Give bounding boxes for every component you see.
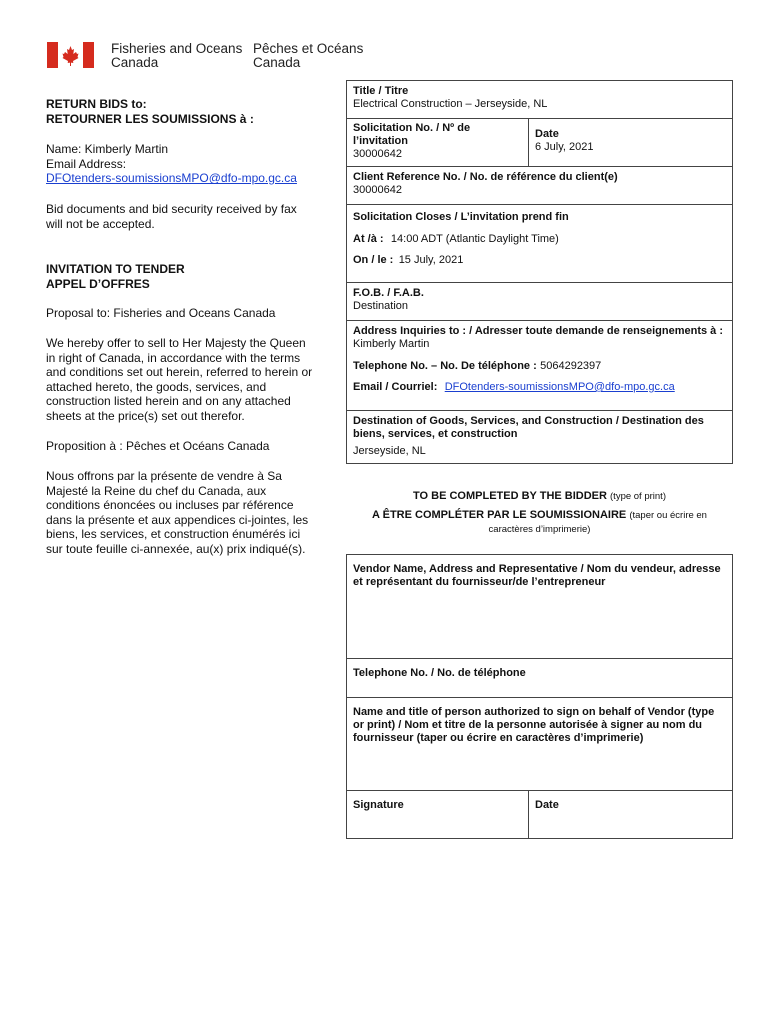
signature-cell[interactable] [347, 791, 529, 839]
title-value: Electrical Construction – Jerseyside, NL [353, 98, 548, 110]
vendor-telephone-label: Telephone No. / No. de téléphone [353, 667, 526, 679]
at-value: 14:00 ADT (Atlantic Daylight Time) [390, 233, 559, 245]
bidder-instruction-en [346, 488, 733, 505]
bidder-instruction-fr [346, 507, 733, 524]
fob-row [347, 282, 732, 320]
title-row [347, 81, 732, 118]
bidder-instruction-en-note: (type of print) [610, 491, 666, 502]
bidder-instruction-en-text: TO BE COMPLETED BY THE BIDDER [413, 490, 607, 502]
phone-label: Telephone No. – No. De téléphone : [353, 360, 537, 372]
client-reference-row [347, 166, 732, 204]
offer-text-fr: Nous offrons par la présente de vendre à Sa Majesté la Reine du chef du Canada, aux conditions énoncées ou incluses par référence dans la présente et aux appendices ci-jointes, les biens, les services, et construction énumérés ici sur toute feuille ci-annexée, au(x) prix indiqué(s). [46, 469, 309, 556]
email-link[interactable]: DFOtenders-soumissionsMPO@dfo-mpo.gc.ca [46, 171, 297, 186]
authorized-person-row[interactable] [347, 697, 732, 790]
solicitation-label: Solicitation No. / Nº de l’invitation [353, 122, 471, 147]
department-name-en: Fisheries and Oceans Canada [111, 41, 243, 70]
at-label: At /à : [353, 233, 384, 245]
date-cell [529, 119, 732, 166]
offer-text-en: We hereby offer to sell to Her Majesty the Queen in right of Canada, in accordance with the terms and conditions set out herein, referred to herein or attached hereto, the goods, services, and construction listed herein and on any attached sheets at the price(s) set out therefor. [46, 336, 313, 423]
closing-date [353, 253, 726, 267]
destination-value: Jerseyside, NL [353, 445, 426, 457]
fob-label: F.O.B. / F.A.B. [353, 287, 424, 299]
return-bids-heading-en: RETURN BIDS to: [46, 97, 147, 111]
inquiries-email [353, 380, 726, 394]
bidder-instruction-fr-note-2: caractères d’imprimerie) [488, 524, 591, 535]
contact-block [46, 142, 316, 186]
closing-time [353, 232, 726, 246]
bidder-instruction-fr-note: (taper ou écrire en [629, 510, 707, 521]
on-label: On / le : [353, 254, 394, 266]
inquiries-phone [353, 359, 726, 373]
return-bids-heading-fr: RETOURNER LES SOUMISSIONS à : [46, 111, 254, 126]
inquiries-email-link[interactable]: DFOtenders-soumissionsMPO@dfo-mpo.gc.ca [444, 381, 675, 393]
solicitation-value: 30000642 [353, 148, 402, 160]
phone-value: 5064292397 [540, 360, 602, 372]
vendor-label: Vendor Name, Address and Representative / Nom du vendeur, adresse et représentant du fournisseur/de l’entrepreneur [353, 563, 721, 588]
bidder-instructions [346, 488, 733, 536]
bidder-instruction-fr-text: A ÊTRE COMPLÉTER PAR LE SOUMISSIONAIRE [372, 509, 627, 521]
destination-row [347, 410, 732, 464]
email-address-label: Email Address: [46, 156, 127, 171]
authorized-person-label: Name and title of person authorized to sign on behalf of Vendor (type or print) / Nom et titre de la personne autorisée à signer au nom du fournisseur (taper ou écrire en caractères d’imprimerie) [353, 706, 715, 744]
signature-label: Signature [353, 799, 404, 811]
fax-note: Bid documents and bid security received by fax will not be accepted. [46, 202, 297, 231]
proposal-fr: Proposition à : Pêches et Océans Canada [46, 439, 270, 453]
client-reference-value: 30000642 [353, 184, 402, 196]
signature-date-label: Date [535, 799, 559, 811]
fob-value: Destination [353, 300, 409, 312]
vendor-row[interactable] [347, 555, 732, 658]
inquiries-email-label: Email / Courriel: [353, 381, 438, 393]
inquiries-row [347, 320, 732, 410]
contact-name: Name: Kimberly Martin [46, 142, 169, 156]
return-bids-block [46, 97, 316, 126]
date-label: Date [535, 128, 559, 140]
inquiries-name: Kimberly Martin [353, 338, 430, 350]
signature-date-cell[interactable] [529, 791, 732, 839]
title-label: Title / Titre [353, 85, 409, 97]
invitation-heading-en: INVITATION TO TENDER [46, 262, 185, 276]
vendor-telephone-row[interactable] [347, 658, 732, 697]
proposal-en: Proposal to: Fisheries and Oceans Canada [46, 306, 276, 320]
client-reference-label: Client Reference No. / No. de référence du client(e) [353, 171, 618, 183]
date-value: 6 July, 2021 [535, 141, 594, 153]
signature-row [347, 790, 732, 839]
closing-label: Solicitation Closes / L’invitation prend fin [353, 211, 569, 223]
on-value: 15 July, 2021 [398, 254, 464, 266]
department-name-fr: Pêches et Océans Canada [253, 41, 364, 70]
vendor-box [346, 554, 733, 839]
destination-label: Destination of Goods, Services, and Construction / Destination des biens, services, et construction [353, 415, 704, 440]
solicitation-cell [347, 119, 529, 166]
invitation-heading-fr: APPEL D’OFFRES [46, 276, 150, 291]
invitation-heading [46, 262, 316, 291]
solicitation-row [347, 118, 732, 166]
tender-info-box [346, 80, 733, 464]
inquiries-label: Address Inquiries to : / Adresser toute demande de renseignements à : [353, 325, 724, 337]
canada-flag-icon [47, 42, 94, 68]
closing-row [347, 204, 732, 282]
